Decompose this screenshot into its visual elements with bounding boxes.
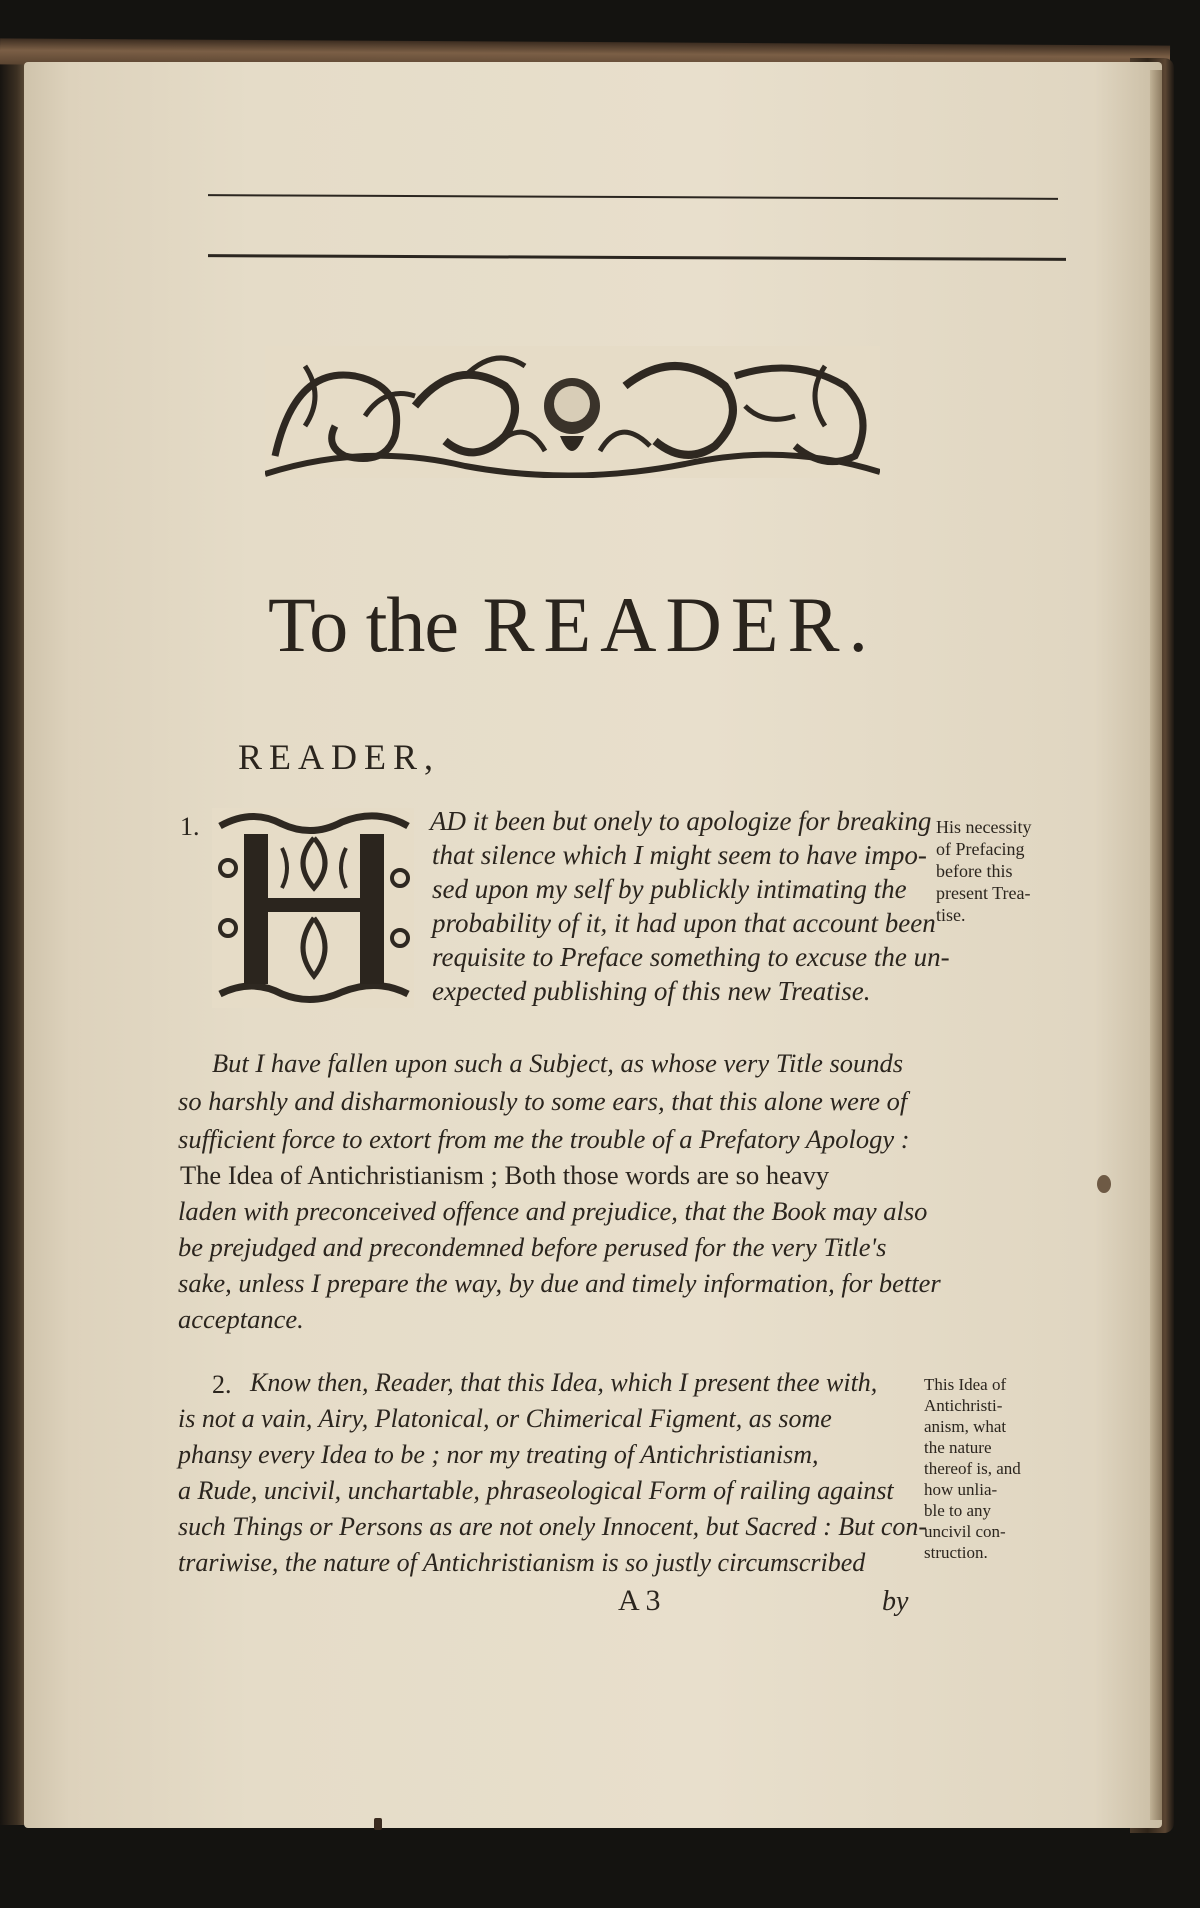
text-line: probability of it, it had upon that account been (432, 908, 936, 938)
ink-stain (1097, 1175, 1111, 1193)
text-line: so harshly and disharmoniously to some ears, that this alone were of (178, 1086, 908, 1116)
text-line: laden with preconceived offence and prejudice, that the Book may also (178, 1196, 928, 1226)
ink-stain (374, 1818, 382, 1830)
text-line: acceptance. (178, 1304, 304, 1334)
text-line: sake, unless I prepare the way, by due and timely information, for better (178, 1268, 941, 1298)
section-number: 2. (212, 1370, 232, 1399)
text-line: The Idea of Antichristianism ; Both those words are so heavy (180, 1160, 830, 1190)
text-line: requisite to Preface something to excuse the un- (432, 942, 950, 972)
text-line: phansy every Idea to be ; nor my treating of Antichristianism, (178, 1440, 819, 1469)
decorated-initial-h (212, 808, 414, 1008)
text-line: be prejudged and precondemned before perused for the very Title's (178, 1232, 887, 1262)
page-title (268, 580, 908, 670)
text-line: AD it been but onely to apologize for breaking (430, 806, 932, 836)
page-edge (1150, 70, 1162, 1820)
ornamental-headpiece (265, 346, 880, 478)
text-line: expected publishing of this new Treatise. (432, 976, 871, 1006)
signature-mark: A 3 (618, 1584, 661, 1617)
title-reader: READER. (482, 581, 877, 668)
title-to-the: To the (268, 581, 477, 668)
salutation: READER, (238, 737, 440, 777)
text-line: a Rude, uncivil, unchartable, phraseological Form of railing against (178, 1476, 894, 1505)
text-line: sufficient force to extort from me the trouble of a Prefatory Apology : (178, 1124, 910, 1154)
text-line: trariwise, the nature of Antichristianism is so justly circumscribed (178, 1548, 866, 1577)
text-line: sed upon my self by publickly intimating the (432, 874, 907, 904)
margin-note-2: This Idea of Antichristi- anism, what the nature thereof is, and how unlia- ble to any uncivil con- struction. (924, 1375, 1021, 1562)
catchword: by (882, 1586, 909, 1617)
text-line: But I have fallen upon such a Subject, as whose very Title sounds (212, 1048, 904, 1078)
text-line: such Things or Persons as are not onely Innocent, but Sacred : But con- (178, 1512, 928, 1541)
text-line: that silence which I might seem to have impo- (432, 840, 927, 870)
section-number: 1. (180, 812, 200, 841)
text-line: Know then, Reader, that this Idea, which I present thee with, (250, 1368, 878, 1397)
text-line: is not a vain, Airy, Platonical, or Chimerical Figment, as some (178, 1404, 832, 1433)
margin-note-1: His necessity of Prefacing before this present Trea- tise. (936, 817, 1032, 925)
